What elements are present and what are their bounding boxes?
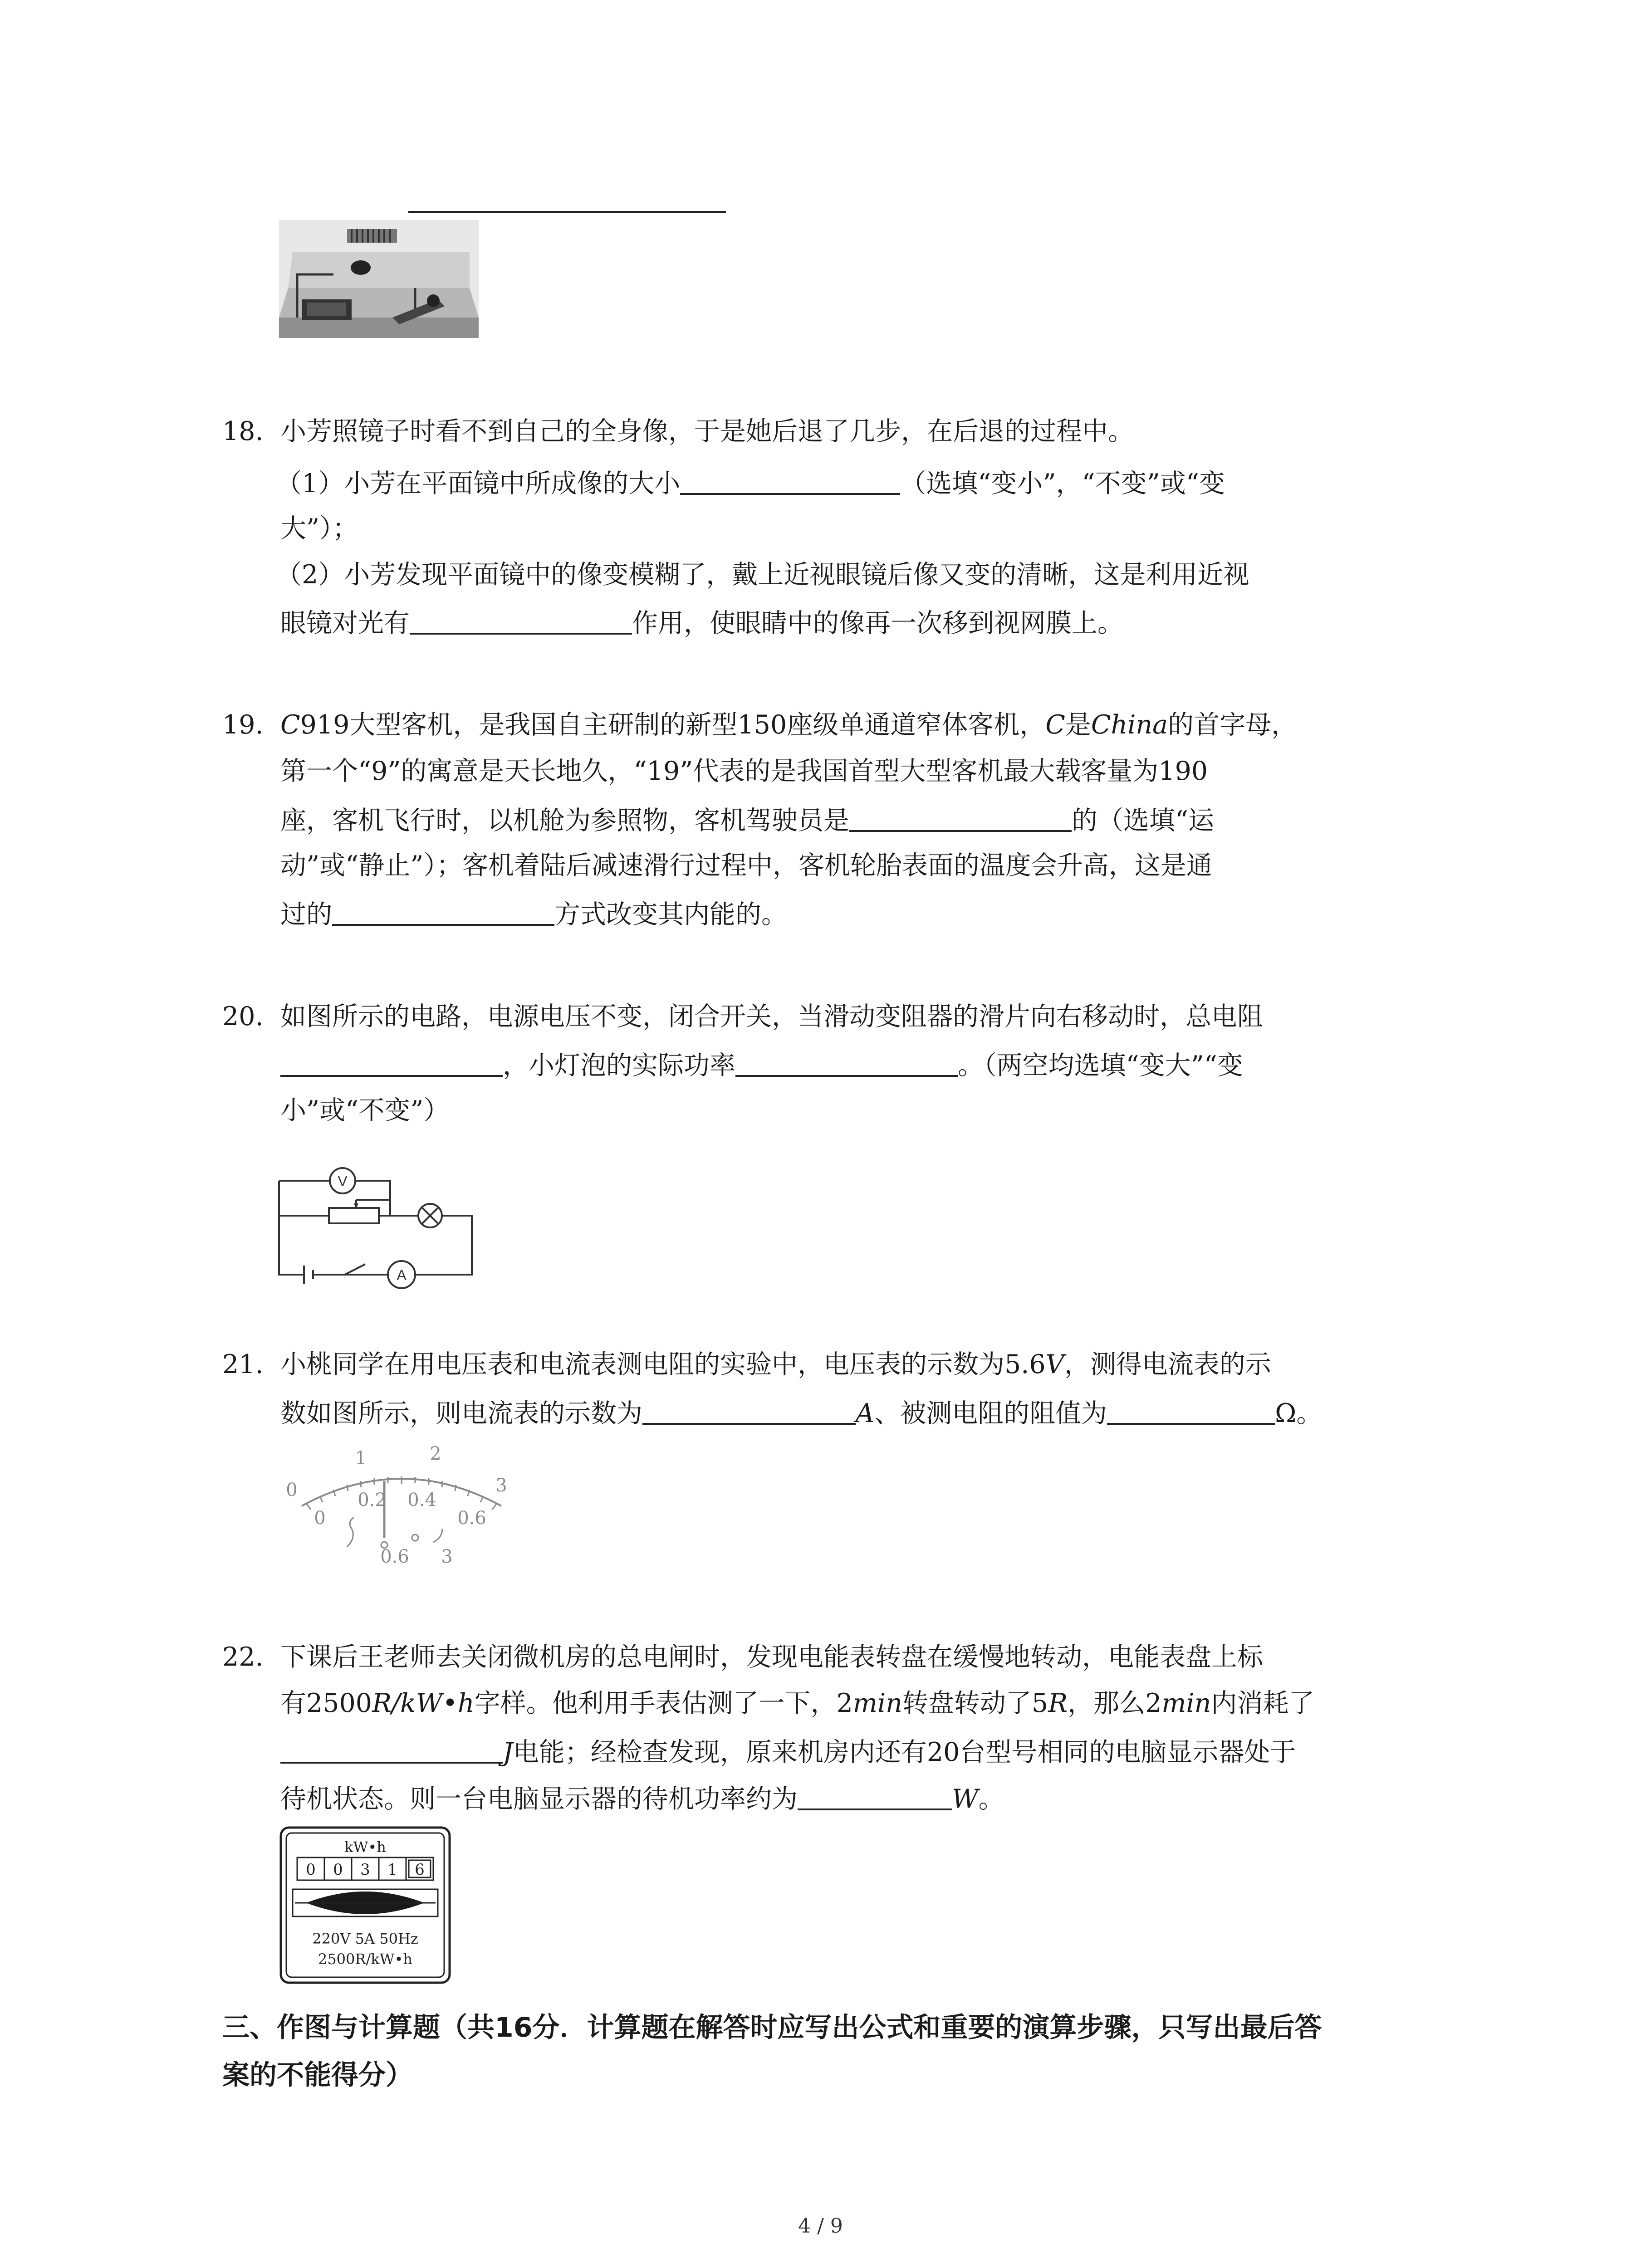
q20-line2-text-a: ，小灯泡的实际功率 bbox=[503, 1051, 735, 1080]
ammeter-label: A bbox=[397, 1267, 407, 1283]
section3-line1: 三、作图与计算题（共16分．计算题在解答时应写出公式和重要的演算步骤，只写出最后答 bbox=[222, 2012, 1322, 2043]
meter-digit-2: 0 bbox=[333, 1861, 343, 1879]
q19-line5 bbox=[280, 900, 787, 928]
q20-line1: 如图所示的电路，电源电压不变，闭合开关，当滑动变阻器的滑片向右移动时，总电阻 bbox=[280, 1002, 1263, 1031]
q19-line5-text-a: 过的 bbox=[280, 899, 332, 929]
meter-outer-1: 1 bbox=[355, 1448, 367, 1469]
q21-blank-2[interactable] bbox=[1107, 1399, 1275, 1425]
q19-line4: 动”或“静止”）；客机着陆后减速滑行过程中，客机轮胎表面的温度会升高，这是通 bbox=[280, 850, 1212, 880]
q21-number: 21. bbox=[222, 1349, 264, 1379]
q21-ohm-unit: Ω。 bbox=[1275, 1398, 1323, 1428]
q20-number: 20. bbox=[222, 1002, 264, 1031]
q18-part2-line1: （2）小芳发现平面镜中的像变模糊了，戴上近视眼镜后像又变的清晰，这是利用近视 bbox=[276, 560, 1249, 590]
q19-line1-text-3: 的首字母， bbox=[1168, 710, 1298, 740]
q22-line2 bbox=[280, 1688, 1315, 1718]
q17-answer-line bbox=[408, 211, 726, 213]
q18-part1-line1 bbox=[276, 469, 1225, 497]
meter-outer-2: 2 bbox=[430, 1443, 441, 1464]
q22-line3-text: 电能；经检查发现，原来机房内还有20台型号相同的电脑显示器处于 bbox=[513, 1737, 1296, 1767]
q20-line3: 小”或“不变”） bbox=[280, 1095, 450, 1125]
q22-blank-1[interactable] bbox=[280, 1738, 503, 1764]
meter-outer-3: 3 bbox=[495, 1475, 507, 1496]
q19-blank-1[interactable] bbox=[849, 807, 1072, 832]
q19-blank-2[interactable] bbox=[332, 900, 554, 926]
q17-circuit-photo bbox=[279, 220, 479, 338]
q18-part2-line2 bbox=[280, 609, 1123, 636]
meter-unit-label: kW•h bbox=[344, 1838, 386, 1856]
meter-digit-5: 6 bbox=[415, 1861, 425, 1879]
q19-line5-text-b: 方式改变其内能的。 bbox=[554, 899, 787, 929]
q19-line3 bbox=[280, 807, 1214, 834]
q21-line1-text-a: 小桃同学在用电压表和电流表测电阻的实验中，电压表的示数为5.6 bbox=[280, 1349, 1046, 1379]
meter-digit-4: 1 bbox=[387, 1861, 397, 1879]
voltmeter-label: V bbox=[338, 1173, 348, 1189]
q18-blank-2[interactable] bbox=[410, 609, 632, 635]
meter-inner-3: 0.6 bbox=[457, 1508, 486, 1529]
page-number: 4 / 9 bbox=[798, 2214, 843, 2238]
q22-unit-min-2: min bbox=[1161, 1688, 1211, 1718]
q18-number: 18. bbox=[222, 416, 264, 446]
q21-line2-text-b: 、被测电阻的阻值为 bbox=[874, 1398, 1107, 1428]
q22-line4 bbox=[280, 1785, 1004, 1812]
q22-number: 22. bbox=[222, 1642, 264, 1672]
q18-part1-text-b: （选填“变小”，“不变”或“变 bbox=[900, 469, 1225, 499]
meter-inner-2: 0.4 bbox=[407, 1490, 436, 1510]
q21-line1-text-b: ，测得电流表的示 bbox=[1064, 1349, 1271, 1379]
q19-c-letter: C bbox=[280, 710, 300, 740]
q22-line2-text-b: 字样。他利用手表估测了一下，2 bbox=[474, 1688, 853, 1718]
meter-digit-3: 3 bbox=[360, 1861, 370, 1879]
terminal-3: 3 bbox=[441, 1546, 453, 1567]
q22-energy-meter bbox=[279, 1826, 451, 1984]
q21-line2 bbox=[280, 1399, 1322, 1427]
q18-blank-1[interactable] bbox=[680, 469, 900, 495]
q22-line3 bbox=[280, 1738, 1296, 1765]
q19-line1-text-2: 是 bbox=[1065, 710, 1091, 740]
q22-unit-min: min bbox=[852, 1688, 902, 1718]
q19-number: 19. bbox=[222, 710, 264, 740]
terminal-06: 0.6 bbox=[380, 1546, 409, 1567]
q22-unit-j: J bbox=[503, 1737, 513, 1767]
q22-line1: 下课后王老师去关闭微机房的总电闸时，发现电能表转盘在缓慢地转动，电能表盘上标 bbox=[280, 1642, 1263, 1672]
q22-unit-rkwh: R/kW•h bbox=[372, 1688, 475, 1718]
q22-line2-text-d: ，那么2 bbox=[1068, 1688, 1162, 1718]
q22-line2-text-c: 转盘转动了5 bbox=[902, 1688, 1048, 1718]
q20-circuit-diagram bbox=[277, 1145, 476, 1281]
q20-blank-1[interactable] bbox=[280, 1051, 503, 1077]
q19-china-word: China bbox=[1091, 710, 1168, 740]
q19-line3-text-a: 座，客机飞行时，以机舱为参照物，客机驾驶员是 bbox=[280, 806, 849, 836]
q18-part2-text-a: 眼镜对光有 bbox=[280, 608, 410, 638]
q19-line1-text: 919大型客机，是我国自主研制的新型150座级单通道窄体客机， bbox=[300, 710, 1046, 740]
q22-line4-text-b: 。 bbox=[978, 1784, 1004, 1814]
q20-line2 bbox=[280, 1051, 1243, 1079]
q21-amp-unit: A bbox=[856, 1398, 875, 1428]
q18-part1-line2: 大”）； bbox=[280, 513, 358, 543]
q21-volt-unit: V bbox=[1045, 1349, 1064, 1379]
q22-line2-text-a: 有2500 bbox=[280, 1688, 372, 1718]
q19-line3-text-b: 的（选填“运 bbox=[1072, 806, 1215, 836]
q22-unit-r: R bbox=[1048, 1688, 1068, 1718]
q19-line2: 第一个“9”的寓意是天长地久，“19”代表的是我国首型大型客机最大载客量为190 bbox=[280, 756, 1208, 786]
q18-stem: 小芳照镜子时看不到自己的全身像，于是她后退了几步，在后退的过程中。 bbox=[280, 416, 1134, 446]
q19-line1 bbox=[280, 712, 1297, 738]
meter-digit-1: 0 bbox=[306, 1861, 316, 1879]
q21-blank-1[interactable] bbox=[642, 1399, 856, 1425]
q18-part1-text-a: （1）小芳在平面镜中所成像的大小 bbox=[276, 469, 681, 499]
q19-c-letter-2: C bbox=[1045, 710, 1065, 740]
meter-inner-0: 0 bbox=[314, 1508, 326, 1529]
meter-inner-1: 0.2 bbox=[358, 1490, 387, 1510]
q22-blank-2[interactable] bbox=[798, 1785, 952, 1810]
q21-line1 bbox=[280, 1349, 1271, 1379]
q20-blank-2[interactable] bbox=[735, 1051, 958, 1077]
meter-spec-1: 220V 5A 50Hz bbox=[312, 1930, 418, 1947]
q21-line2-text-a: 数如图所示，则电流表的示数为 bbox=[280, 1398, 642, 1428]
meter-spec-2: 2500R/kW•h bbox=[318, 1950, 413, 1968]
meter-outer-0: 0 bbox=[286, 1480, 298, 1501]
q22-line4-text-a: 待机状态。则一台电脑显示器的待机功率约为 bbox=[280, 1784, 798, 1814]
q22-unit-w: W bbox=[952, 1784, 979, 1814]
q20-line2-text-b: 。（两空均选填“变大”“变 bbox=[958, 1051, 1243, 1080]
q22-line2-text-e: 内消耗了 bbox=[1211, 1688, 1315, 1718]
q21-ammeter-dial bbox=[279, 1438, 524, 1574]
q18-part2-text-b: 作用，使眼睛中的像再一次移到视网膜上。 bbox=[632, 608, 1123, 638]
section3-line2: 案的不能得分） bbox=[222, 2059, 413, 2091]
